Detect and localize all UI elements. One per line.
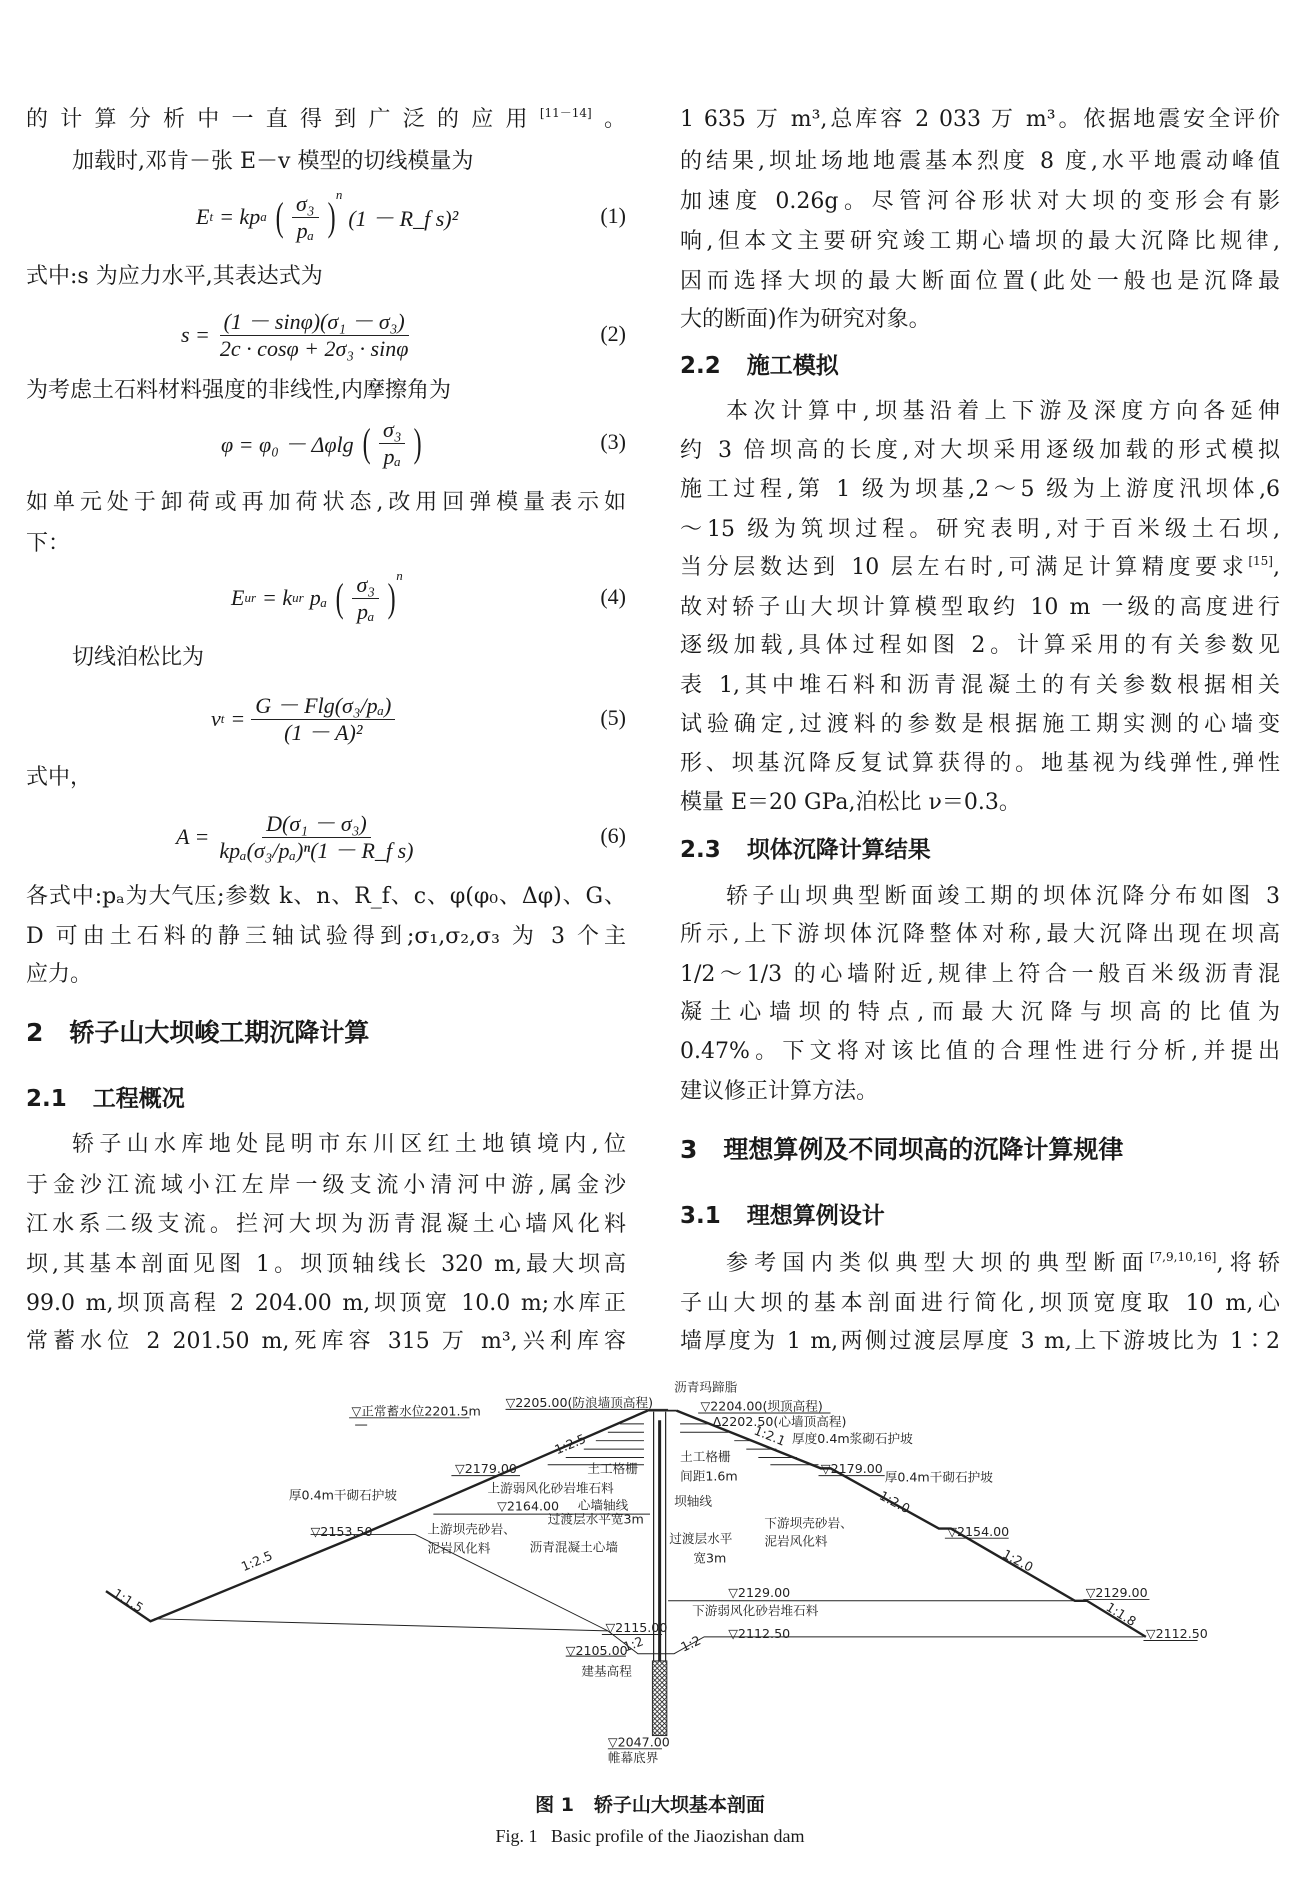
figure-number: 图 1	[535, 1794, 574, 1816]
text-line: 各式中:pₐ为大气压;参数 k、n、R_f、c、φ(φ₀、Δφ)、G、	[26, 884, 626, 909]
elevation-label: ▽2154.00	[947, 1523, 1010, 1539]
equation-4: E ur = k ur pₐ ( $\frac{\text{σ₃}}{\text{pₐ}}$ ) $^n$ (4)	[231, 568, 626, 624]
text-line: 为考虑土石料材料强度的非线性,内摩擦角为	[26, 378, 451, 403]
eq-term: ν	[211, 706, 221, 731]
text-line: 轿子山水库地处昆明市东川区红土地镇境内,位	[72, 1132, 626, 1157]
eq-term: = kp	[219, 204, 261, 229]
text-line: 建议修正计算方法。	[680, 1079, 879, 1104]
text-line: 响,但本文主要研究竣工期心墙坝的最大沉降比规律,	[680, 229, 1280, 254]
text-line: 加载时,邓肯－张 E－v 模型的切线模量为	[72, 149, 474, 174]
material-label: 建基高程	[581, 1663, 632, 1679]
eq-num: D(σ₁ － σ₃)	[262, 811, 371, 838]
heading-number: 3	[680, 1135, 698, 1164]
eq-term: pₐ	[309, 585, 328, 610]
text-line: 约 3 倍坝高的长度,对大坝采用逐级加载的形式模拟	[680, 438, 1280, 463]
text-line: 如单元处于卸荷或再加荷状态,改用回弹模量表示如	[26, 490, 626, 515]
text-line: ～15 级为筑坝过程。研究表明,对于百米级土石坝,	[680, 517, 1280, 542]
water-level-label: ▽正常蓄水位2201.5m	[351, 1403, 481, 1419]
heading-text: 轿子山大坝峻工期沉降计算	[69, 1018, 370, 1047]
citation[interactable]: [11－14]	[539, 106, 592, 120]
text-line: 式中:s 为应力水平,其表达式为	[26, 264, 323, 289]
eq-den: kpₐ(σ₃/pₐ)ⁿ(1 － R_f s)	[219, 837, 414, 863]
material-label: 厚0.4m干砌石护坡	[288, 1487, 398, 1503]
material-label: 心墙轴线	[577, 1497, 629, 1513]
material-label: 过渡层水平宽3m	[547, 1511, 644, 1527]
text-line: 下：	[26, 531, 71, 556]
eq-number: (3)	[600, 429, 626, 454]
eq-number: (6)	[600, 823, 626, 848]
heading-number: 3.1	[680, 1203, 721, 1229]
material-label: 泥岩风化料	[427, 1540, 491, 1556]
text: ,将轿	[1216, 1251, 1280, 1276]
elevation-label: Δ2202.50(心墙顶高程)	[712, 1414, 847, 1430]
text-line: 应力。	[26, 962, 93, 987]
text-line: 试验确定,过渡料的参数是根据施工期实测的心墙变	[680, 712, 1280, 737]
elevation-label: ▽2205.00(防浪墙顶高程)	[505, 1394, 654, 1410]
caption-text: Basic profile of the Jiaozishan dam	[551, 1826, 805, 1846]
eq-number: (1)	[600, 203, 626, 228]
elevation-label: ▽2129.00	[1085, 1585, 1148, 1601]
slope-ratio: 1:2.5	[552, 1430, 588, 1458]
eq-term: =	[230, 706, 246, 731]
eq-num: σ₃	[352, 572, 379, 599]
citation[interactable]: [7,9,10,16]	[1149, 1250, 1217, 1264]
upstream-foundation	[154, 1619, 608, 1631]
heading-text: 理想算例及不同坝高的沉降计算规律	[723, 1135, 1124, 1164]
text-line: 99.0 m,坝顶高程 2 204.00 m,坝顶宽 10.0 m;水库正	[26, 1291, 626, 1316]
text-line: 加速度 0.26g。尽管河谷形状对大坝的变形会有影	[680, 189, 1280, 214]
text-line: 江水系二级支流。拦河大坝为沥青混凝土心墙风化料	[26, 1212, 626, 1237]
slope-ratio: 1:2	[678, 1632, 704, 1655]
slope-ratio: 1:1.8	[1103, 1599, 1139, 1630]
heading-number: 2.2	[680, 353, 721, 379]
elevation-label: ▽2047.00	[607, 1734, 670, 1750]
text-line: 于金沙江流域小江左岸一级支流小清河中游,属金沙	[26, 1173, 626, 1198]
elevation-label: ▽2105.00	[565, 1642, 628, 1658]
figure-number: Fig. 1	[495, 1826, 538, 1846]
slope-ratio: 1:2.5	[238, 1547, 275, 1575]
eq-den: pₐ	[383, 443, 401, 469]
eq-sub: ur	[292, 590, 304, 605]
eq-term: E	[196, 204, 210, 229]
eq-term: A =	[176, 824, 210, 849]
material-label: 下游坝壳砂岩、	[764, 1515, 853, 1531]
eq-num: σ₃	[379, 417, 406, 444]
eq-sub: a	[260, 209, 267, 224]
elevation-label: ▽2179.00	[820, 1461, 883, 1477]
text: 的计算分析中一直得到广泛的应用	[26, 107, 540, 132]
heading-number: 2	[26, 1018, 44, 1047]
text-line: 坝,其基本剖面见图 1。坝顶轴线长 320 m,最大坝高	[26, 1252, 626, 1277]
eq-term: φ = φ₀ － Δφlg	[221, 431, 354, 457]
elevation-label: ▽2115.00	[605, 1620, 668, 1636]
eq-den: pₐ	[296, 217, 314, 243]
eq-sub: t	[220, 711, 225, 726]
heading-number: 2.1	[26, 1086, 67, 1112]
material-label: 土工格栅	[680, 1449, 731, 1465]
text-line: 表 1,其中堆石料和沥青混凝土的有关参数根据相关	[680, 673, 1280, 698]
material-label: 帷幕底界	[607, 1750, 659, 1766]
eq-number: (5)	[600, 705, 626, 730]
slope-ratio: 1:2.1	[752, 1422, 788, 1449]
eq-den: 2c · cosφ + 2σ₃ · sinφ	[219, 335, 409, 361]
heading-number: 2.3	[680, 837, 721, 863]
elevation-label: ▽2204.00(坝顶高程)	[700, 1398, 823, 1414]
heading-text: 工程概况	[92, 1086, 185, 1112]
text-line: 模量 E＝20 GPa,泊松比 ν＝0.3。	[680, 790, 1021, 815]
eq-exp: n	[396, 568, 403, 583]
text-line: 1 635 万 m³,总库容 2 033 万 m³。依据地震安全评价	[680, 107, 1280, 132]
text-line: 切线泊松比为	[72, 645, 205, 670]
elevation-label: ▽2112.50	[1145, 1626, 1208, 1642]
text-line: D 可由土石料的静三轴试验得到;σ₁,σ₂,σ₃ 为 3 个主	[26, 924, 626, 949]
text-line: 轿子山坝典型断面竣工期的坝体沉降分布如图 3	[726, 884, 1280, 909]
text-line: 形、坝基沉降反复试算获得的。地基视为线弹性,弹性	[680, 751, 1280, 776]
slope-ratio: 1:1.5	[110, 1585, 147, 1616]
text-line: 逐级加载,具体过程如图 2。计算采用的有关参数见	[680, 633, 1280, 658]
elevation-label: ▽2153.50	[310, 1523, 373, 1539]
text-line: 常蓄水位 2 201.50 m,死库容 315 万 m³,兴利库容	[26, 1329, 626, 1354]
material-label: 沥青玛蹄脂	[674, 1379, 738, 1395]
heading-text: 理想算例设计	[746, 1203, 885, 1229]
eq-number: (4)	[600, 584, 626, 609]
text-line: 施工过程,第 1 级为坝基,2～5 级为上游度汛坝体,6	[680, 477, 1280, 502]
figure-caption-en	[0, 1826, 1300, 1847]
elevation-label: ▽2164.00	[497, 1498, 560, 1514]
slope-ratio: 1:2	[621, 1633, 646, 1655]
figure-caption-cn	[0, 1790, 1300, 1817]
eq-term: = k	[262, 585, 293, 610]
material-label: 厚0.4m干砌石护坡	[884, 1469, 993, 1485]
eq-term: s =	[181, 322, 210, 347]
material-label: 下游弱风化砂岩堆石料	[692, 1603, 819, 1619]
eq-den: (1 － A)²	[284, 719, 363, 745]
slope-ratio: 1:2.0	[1000, 1546, 1036, 1575]
text-line: 所示,上下游坝体沉降整体对称,最大沉降出现在坝高	[680, 922, 1280, 947]
text-line: 本次计算中,坝基沿着上下游及深度方向各延伸	[726, 399, 1280, 424]
eq-den: pₐ	[357, 598, 375, 624]
material-label: 泥岩风化料	[764, 1533, 828, 1549]
material-label: 过渡层水平	[669, 1530, 733, 1546]
eq-num: (1 － sinφ)(σ₁ － σ₃)	[220, 309, 409, 336]
text: 当分层数达到 10 层左右时,可满足计算精度要求	[680, 555, 1249, 580]
material-label: 上游弱风化砂岩堆石料	[487, 1480, 614, 1496]
material-label: 坝轴线	[674, 1493, 712, 1509]
material-label: 上游坝壳砂岩、	[427, 1521, 516, 1537]
citation[interactable]: [15]	[1248, 554, 1273, 568]
text-line: 故对轿子山大坝计算模型取约 10 m 一级的高度进行	[680, 595, 1280, 620]
elevation-label: ▽2179.00	[455, 1461, 517, 1477]
elevation-label: ▽2112.50	[728, 1626, 791, 1642]
grout-curtain	[652, 1661, 666, 1736]
text-line: 子山大坝的基本剖面进行简化,坝顶宽度取 10 m,心	[680, 1291, 1280, 1316]
material-label: 厚度0.4m浆砌石护坡	[792, 1431, 913, 1447]
eq-number: (2)	[600, 321, 626, 346]
text-line: 墙厚度为 1 m,两侧过渡层厚度 3 m,上下游坡比为 1∶2	[680, 1329, 1280, 1354]
text-line: 的结果,坝址场地地震基本烈度 8 度,水平地震动峰值	[680, 149, 1280, 174]
equation-1: E t = kp a ( $\frac{\text{σ₃}}{\text{pₐ}}$ ) $^n$ (1 － R_f s)² (1)	[196, 187, 626, 243]
material-label: 宽3m	[693, 1550, 727, 1566]
text-line: 1/2～1/3 的心墙附近,规律上符合一般百米级沥青混	[680, 962, 1280, 987]
eq-num: σ₃	[292, 191, 319, 218]
equation-3: φ = φ₀ － Δφlg ( $\frac{\text{σ₃}}{\text{pₐ}}$ ) (3)	[221, 416, 626, 469]
text-line: 式中，	[26, 765, 93, 790]
material-label: 土工格栅	[587, 1461, 638, 1477]
material-label: 沥青混凝土心墙	[529, 1539, 619, 1555]
material-label: 间距1.6m	[680, 1468, 738, 1484]
text-line: 凝土心墙坝的特点,而最大沉降与坝高的比值为	[680, 1000, 1280, 1025]
eq-sub: t	[209, 209, 214, 224]
eq-num: G － Flg(σ₃/pₐ)	[251, 693, 395, 720]
heading-text: 施工模拟	[746, 353, 839, 379]
text: 。	[591, 107, 626, 132]
slope-ratio: 1:2.0	[876, 1487, 913, 1517]
eq-sub: ur	[244, 590, 257, 605]
elevation-label: ▽2129.00	[728, 1585, 791, 1601]
text-line: 大的断面)作为研究对象。	[680, 307, 931, 332]
eq-exp: n	[335, 187, 343, 202]
text-line: 因而选择大坝的最大断面位置(此处一般也是沉降最	[680, 269, 1280, 294]
text: 参考国内类似典型大坝的典型断面	[726, 1251, 1150, 1276]
heading-text: 坝体沉降计算结果	[746, 837, 931, 863]
caption-text: 轿子山大坝基本剖面	[593, 1794, 765, 1816]
eq-term: E	[231, 585, 245, 610]
eq-term: (1 － R_f s)²	[348, 205, 459, 231]
text-line: 0.47%。下文将对该比值的合理性进行分析,并提出	[680, 1039, 1280, 1064]
text: ,	[1273, 555, 1280, 580]
